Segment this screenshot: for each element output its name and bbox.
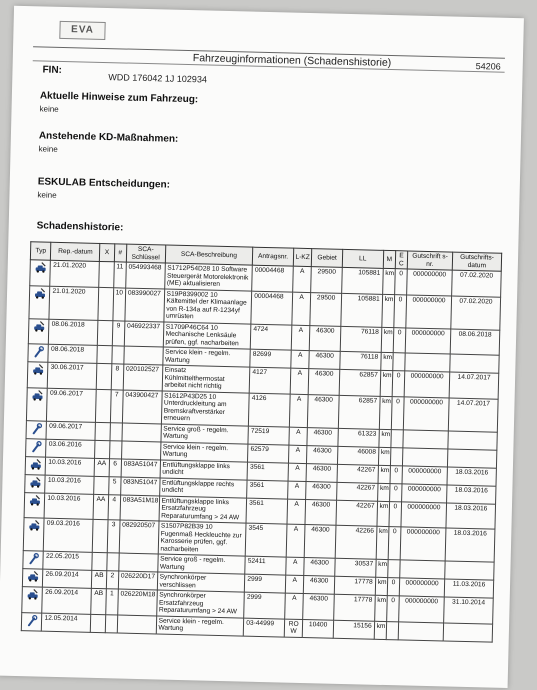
row-type-cell [23, 551, 44, 569]
cell-mileage: 30537 [335, 558, 376, 577]
col-header-antragsnr: Antragsnr. [252, 247, 293, 266]
cell-credit-nr: 000000000 [406, 294, 452, 328]
cell-sca-description: Entlüftungsklappe rechts undicht [159, 477, 247, 497]
cell-mileage-unit: km [378, 447, 391, 465]
cell-credit-date: 14.07.2017 [449, 372, 499, 399]
cell-lkz: A [288, 445, 307, 463]
cell-credit-date: 08.06.2018 [450, 329, 500, 356]
cell-sca-description: Service klein - regelm. Wartung [160, 441, 248, 461]
cell-antrag-nr: 4126 [249, 393, 291, 427]
cell-credit-date: 07.02.2020 [451, 296, 501, 330]
cell-x-code: AB [92, 570, 107, 588]
cell-sca-key: 083A51M18 [120, 495, 159, 521]
section-value-hinweise: keine [39, 104, 59, 114]
cell-mileage-unit: km [382, 268, 395, 294]
cell-sca-key: 054993468 [126, 262, 165, 288]
cell-sca-key: 082920507 [119, 520, 159, 554]
cell-antrag-nr: 52411 [245, 556, 286, 575]
cell-item-nr [110, 422, 123, 440]
col-header-nr: # [114, 244, 127, 262]
cell-x-code [91, 614, 106, 632]
cell-credit-nr: 000000000 [403, 396, 449, 430]
cell-item-nr [111, 346, 124, 364]
car-wrench-icon [29, 476, 41, 488]
row-type-cell [22, 569, 43, 587]
cell-item-nr [106, 553, 119, 571]
cell-sca-key [122, 423, 161, 442]
cell-gebiet: 46300 [310, 325, 341, 351]
cell-credit-nr: 000000000 [404, 371, 449, 398]
cell-credit-nr: 000000000 [399, 596, 444, 623]
cell-ec: 0 [395, 269, 408, 295]
cell-item-nr [109, 440, 122, 458]
row-type-cell [21, 612, 42, 630]
cell-rep-date: 10.03.2016 [46, 457, 95, 476]
cell-lkz: A [288, 463, 307, 481]
cell-mileage-unit: km [377, 483, 390, 501]
cell-gebiet: 46300 [303, 594, 334, 620]
cell-x-code [95, 422, 110, 440]
cell-credit-date [450, 354, 500, 373]
col-header-rep-datum: Rep.-datum [51, 242, 100, 261]
cell-mileage-unit: km [374, 595, 387, 621]
cell-credit-date: 14.07.2017 [448, 398, 498, 432]
cell-lkz: A [291, 350, 310, 368]
cell-ec: 0 [390, 465, 403, 483]
document-page [0, 6, 524, 688]
cell-x-code: AB [91, 588, 106, 614]
row-type-cell [26, 387, 47, 420]
col-header-m: M [383, 250, 396, 268]
car-wrench-icon [29, 458, 41, 470]
history-title: Schadenshistorie: [36, 220, 124, 234]
cell-antrag-nr: 82699 [250, 349, 291, 368]
cell-rep-date: 10.03.2016 [44, 493, 94, 520]
col-header-sca-beschreibung: SCA-Beschreibung [165, 245, 253, 265]
cell-item-nr: 5 [108, 476, 121, 494]
cell-sca-key: 043900427 [122, 390, 162, 424]
cell-ec [388, 560, 401, 578]
cell-ec [391, 429, 404, 447]
cell-rep-date: 26.09.2014 [42, 587, 92, 614]
cell-sca-description: Service groß - regelm. Wartung [160, 423, 248, 443]
section-value-kd-massnahmen: keine [38, 144, 58, 154]
cell-lkz: A [293, 266, 312, 292]
cell-antrag-nr: 4127 [249, 367, 290, 393]
cell-gebiet: 46300 [308, 369, 339, 395]
cell-mileage: 42267 [336, 500, 377, 526]
cell-sca-description: Synchronkörper Ersatzfahrzeug Reparaturumfang > 24 AW [156, 590, 244, 618]
cell-credit-date: 18.03.2016 [446, 502, 496, 529]
cell-sca-description: Entlüftungsklappe links undicht [160, 459, 248, 479]
row-type-cell [28, 344, 49, 362]
cell-gebiet: 46300 [307, 427, 338, 446]
cell-credit-date [447, 448, 497, 467]
cell-mileage-unit: km [376, 526, 389, 559]
cell-gebiet: 29500 [310, 292, 341, 326]
cell-credit-date [445, 561, 495, 580]
cell-sca-description: S1709P46C64 10 Mechanische Lenksäule prüfen, ggf. nacharbeiten [163, 322, 251, 350]
cell-antrag-nr: 00004468 [251, 291, 293, 325]
cell-ec: 0 [389, 483, 402, 501]
cell-ec: 0 [387, 596, 400, 622]
cell-antrag-nr: 72519 [248, 426, 289, 445]
cell-sca-key [124, 346, 163, 365]
cell-antrag-nr: 2999 [245, 574, 286, 593]
cell-item-nr: 9 [112, 320, 125, 346]
cell-mileage: 62857 [338, 395, 380, 429]
cell-mileage-unit: km [379, 429, 392, 447]
cell-gebiet: 46300 [307, 445, 338, 464]
cell-mileage-unit: km [378, 465, 391, 483]
cell-mileage: 15156 [333, 620, 374, 639]
cell-antrag-nr: 3561 [247, 462, 288, 481]
cell-credit-nr [398, 621, 443, 640]
cell-lkz: A [285, 593, 304, 619]
cell-rep-date: 26.09.2014 [43, 569, 92, 588]
row-type-cell [26, 420, 47, 438]
cell-mileage-unit: km [380, 352, 393, 370]
row-type-cell [30, 260, 51, 286]
cell-rep-date: 10.03.2016 [45, 475, 94, 494]
cell-ec [390, 447, 403, 465]
cell-credit-date: 18.03.2016 [445, 528, 495, 562]
car-wrench-icon [27, 570, 39, 582]
cell-x-code [96, 389, 111, 422]
cell-sca-description: S1712P54D28 10 Software Steuergerät Motorelektronik (ME) aktualisieren [164, 263, 252, 291]
wrench-icon [30, 440, 42, 452]
col-header-sca-schluessel: SCA-Schlüssel [126, 244, 165, 263]
cell-mileage: 62857 [339, 369, 380, 395]
cell-ec: 0 [393, 327, 406, 353]
cell-antrag-nr: 3561 [247, 480, 288, 499]
cell-rep-date: 09.06.2017 [46, 421, 95, 440]
cell-gebiet: 46300 [305, 499, 336, 525]
col-header-gutschrift-datum: Gutschrifts-datum [452, 252, 502, 271]
cell-ec [393, 353, 406, 371]
cell-mileage: 76118 [340, 326, 381, 352]
cell-mileage-unit: km [374, 621, 387, 639]
row-type-cell [24, 492, 45, 518]
cell-credit-date: 07.02.2020 [452, 270, 502, 297]
cell-credit-date: 31.10.2014 [444, 597, 494, 624]
cell-item-nr: 7 [110, 389, 123, 422]
cell-sca-description: Service klein - regelm. Wartung [156, 615, 244, 635]
wrench-icon [27, 552, 39, 564]
cell-mileage: 42267 [336, 482, 377, 501]
row-type-cell [23, 518, 44, 551]
cell-credit-nr [403, 429, 448, 448]
col-header-ec: E C [395, 251, 408, 269]
cell-antrag-nr: 03-44999 [243, 618, 284, 637]
cell-ec [386, 621, 399, 639]
cell-sca-key: 083A51047 [121, 459, 160, 478]
wrench-icon [32, 345, 44, 357]
cell-ec: 0 [389, 501, 402, 527]
row-type-cell [28, 318, 49, 344]
cell-item-nr: 10 [112, 287, 125, 320]
document-number: 54206 [475, 61, 501, 72]
cell-mileage-unit: km [380, 370, 393, 396]
cell-rep-date: 03.06.2016 [46, 439, 95, 458]
cell-credit-nr: 000000000 [400, 527, 446, 561]
cell-rep-date: 22.05.2015 [43, 551, 92, 570]
cell-credit-nr: 000000000 [405, 327, 450, 354]
col-header-ll: LL [342, 249, 383, 268]
cell-sca-key: 046922337 [124, 321, 163, 347]
cell-gebiet: 46300 [308, 394, 339, 428]
cell-rep-date: 09.06.2017 [47, 388, 97, 422]
cell-antrag-nr: 62579 [248, 444, 289, 463]
cell-lkz: A [289, 427, 308, 445]
cell-lkz: A [288, 481, 307, 499]
cell-x-code [94, 476, 109, 494]
row-type-cell [27, 362, 48, 388]
cell-x-code [92, 552, 107, 570]
cell-mileage: 76118 [340, 351, 381, 370]
cell-rep-date: 30.06.2017 [48, 362, 98, 389]
document-title: Fahrzeuginformationen (Schadenshistorie) [192, 52, 392, 70]
row-type-cell [25, 456, 46, 474]
cell-x-code [97, 345, 112, 363]
cell-lkz: A [292, 292, 311, 325]
cell-sca-key: 020102527 [123, 364, 162, 390]
cell-rep-date: 21.01.2020 [50, 260, 100, 287]
cell-sca-key: 083990027 [125, 288, 165, 322]
cell-credit-nr: 000000000 [399, 578, 444, 597]
cell-gebiet: 46300 [309, 351, 340, 370]
cell-sca-key [117, 614, 156, 633]
cell-sca-description: S19P8399002 10 Kältemittel der Klimaanlage von R-134a auf R-1234yf umrüsten [163, 289, 251, 324]
car-wrench-icon [33, 320, 45, 332]
cell-gebiet: 46300 [306, 463, 337, 482]
wrench-icon [26, 614, 38, 626]
car-wrench-icon [29, 494, 41, 506]
col-header-gebiet: Gebiet [312, 249, 343, 268]
cell-antrag-nr: 4724 [250, 324, 291, 350]
cell-credit-nr [400, 560, 445, 579]
cell-credit-nr: 000000000 [401, 501, 446, 528]
cell-credit-date: 11.03.2016 [444, 579, 494, 598]
cell-lkz: RO W [284, 619, 303, 637]
car-wrench-icon [28, 519, 40, 531]
cell-gebiet: 10400 [303, 619, 334, 638]
cell-ec: 0 [388, 527, 401, 560]
cell-rep-date: 12.05.2014 [42, 613, 91, 632]
cell-x-code [93, 519, 108, 552]
cell-mileage: 42267 [337, 464, 378, 483]
cell-item-nr: 2 [106, 571, 119, 589]
row-type-cell [26, 438, 47, 456]
cell-lkz: A [291, 325, 310, 351]
cell-antrag-nr: 00004468 [252, 265, 293, 291]
cell-credit-date [448, 431, 498, 450]
cell-mileage: 105881 [341, 293, 383, 327]
cell-mileage: 46008 [337, 446, 378, 465]
cell-x-code [99, 261, 114, 287]
cell-gebiet: 46300 [304, 558, 335, 577]
cell-lkz: A [286, 557, 305, 575]
row-type-cell [25, 474, 46, 492]
car-wrench-icon [34, 261, 46, 273]
col-header-gutschrift-nr: Gutschrift s-nr. [407, 251, 452, 270]
col-header-typ: Typ [30, 242, 51, 260]
cell-mileage-unit: km [375, 577, 388, 595]
wrench-icon [30, 422, 42, 434]
cell-mileage: 105881 [342, 267, 383, 293]
cell-lkz: A [289, 394, 308, 427]
car-wrench-icon [26, 588, 38, 600]
cell-mileage: 17778 [334, 576, 375, 595]
cell-credit-date: 18.03.2016 [446, 484, 496, 503]
cell-ec: 0 [392, 371, 405, 397]
section-title-eskulab: ESKULAB Entscheidungen: [37, 176, 171, 191]
cell-lkz: A [287, 499, 306, 525]
cell-credit-nr [405, 353, 450, 372]
cell-lkz: A [290, 368, 309, 394]
cell-ec: 0 [394, 294, 407, 327]
cell-sca-description: Entlüftungsklappe links Ersatzfahrzeug Reparaturumfang > 24 AW [159, 495, 247, 523]
cell-x-code: AA [94, 458, 109, 476]
cell-credit-nr: 000000000 [402, 465, 447, 484]
eva-logo: EVA [59, 21, 105, 40]
cell-item-nr: 4 [108, 494, 121, 520]
row-type-cell [29, 285, 50, 318]
cell-credit-nr: 000000000 [407, 269, 452, 296]
cell-sca-description: Synchronkörper verschlissen [157, 572, 245, 592]
cell-rep-date: 21.01.2020 [49, 286, 99, 320]
cell-rep-date: 08.06.2018 [49, 319, 99, 346]
cell-gebiet: 46300 [304, 525, 335, 559]
col-header-x: X [100, 243, 115, 261]
cell-item-nr [105, 614, 118, 632]
cell-credit-date: 18.03.2016 [447, 466, 497, 485]
cell-mileage: 61323 [338, 428, 379, 447]
cell-mileage-unit: km [381, 327, 394, 353]
cell-antrag-nr: 3545 [245, 523, 287, 557]
cell-mileage-unit: km [381, 294, 394, 327]
fin-label: FIN: [42, 64, 63, 76]
cell-ec: 0 [387, 578, 400, 596]
cell-mileage-unit: km [379, 396, 392, 429]
cell-sca-key: 026220M18 [118, 589, 157, 615]
cell-mileage-unit: km [377, 501, 390, 527]
cell-x-code [98, 320, 113, 346]
cell-rep-date: 09.03.2016 [44, 518, 94, 552]
damage-history-table [21, 241, 502, 642]
cell-sca-description: Service klein - regelm. Wartung [162, 347, 250, 367]
cell-item-nr: 8 [111, 364, 124, 390]
row-type-cell [22, 587, 43, 613]
cell-credit-nr [403, 447, 448, 466]
cell-sca-key: 026220D17 [118, 571, 157, 590]
cell-lkz: A [285, 575, 304, 593]
cell-x-code [97, 363, 112, 389]
cell-credit-nr: 000000000 [402, 483, 447, 502]
cell-item-nr: 6 [109, 458, 122, 476]
cell-mileage: 42266 [335, 525, 377, 559]
car-wrench-icon [32, 363, 44, 375]
cell-antrag-nr: 2999 [244, 592, 285, 618]
cell-mileage-unit: km [375, 559, 388, 577]
cell-sca-description: Einsatz Kühlmittelthermostat arbeitet nicht richtig [162, 365, 250, 393]
cell-sca-key [119, 553, 158, 572]
cell-sca-key: 083N51047 [120, 477, 159, 496]
cell-gebiet: 29500 [311, 267, 342, 293]
cell-item-nr: 11 [113, 262, 126, 288]
cell-sca-description: Service groß - regelm. Wartung [157, 554, 245, 574]
cell-x-code [98, 287, 113, 320]
cell-x-code [95, 440, 110, 458]
cell-mileage: 17778 [334, 594, 375, 620]
cell-x-code: AA [93, 494, 108, 520]
cell-item-nr: 1 [105, 589, 118, 615]
cell-credit-date [443, 622, 493, 641]
cell-rep-date: 08.06.2018 [48, 344, 97, 363]
section-title-hinweise: Aktuelle Hinweise zum Fahrzeug: [39, 90, 199, 106]
cell-sca-key [121, 441, 160, 460]
car-wrench-icon [34, 287, 46, 299]
cell-gebiet: 46300 [304, 576, 335, 595]
cell-ec: 0 [391, 396, 404, 429]
cell-sca-description: S1612P43D25 10 Unterdruckleitung am Bremskraftverstärker erneuern [161, 390, 249, 425]
cell-antrag-nr: 3561 [246, 498, 287, 524]
section-value-eskulab: keine [37, 190, 57, 200]
cell-sca-description: S1507P82B39 10 Fugenmaß Heckleuchte zur Karosserie prüfen, ggf. nacharbeiten [158, 521, 246, 556]
col-header-lkz: L-KZ [293, 248, 312, 266]
cell-lkz: A [286, 524, 305, 557]
cell-item-nr: 3 [107, 520, 120, 553]
cell-gebiet: 46300 [306, 481, 337, 500]
section-title-kd-massnahmen: Anstehende KD-Maßnahmen: [38, 130, 179, 145]
fin-value: WDD 176042 1J 102934 [108, 72, 208, 85]
car-wrench-icon [31, 389, 43, 401]
